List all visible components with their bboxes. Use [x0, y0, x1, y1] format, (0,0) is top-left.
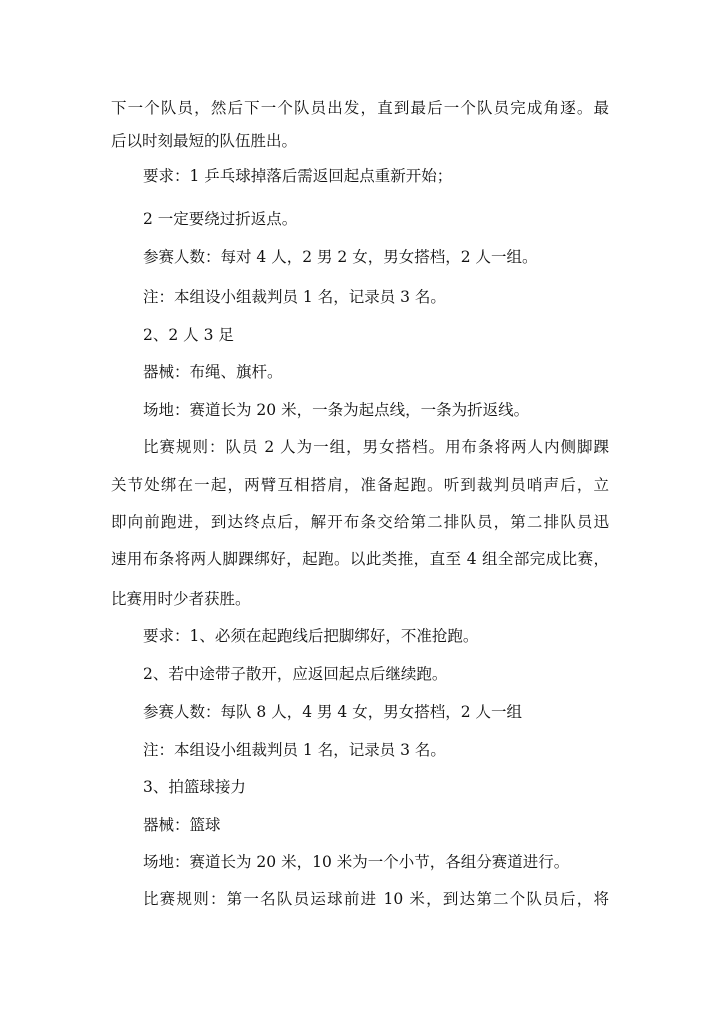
paragraph-line: 下一个队员，然后下一个队员出发，直到最后一个队员完成角逐。最: [111, 99, 609, 117]
paragraph-line: 比赛用时少者获胜。: [111, 590, 251, 608]
paragraph-line: 速用布条将两人脚踝绑好，起跑。以此类推，直至 4 组全部完成比赛，: [111, 550, 609, 568]
paragraph-line: 关节处绑在一起，两臂互相搭肩，准备起跑。听到裁判员哨声后，立: [111, 476, 609, 494]
paragraph-line: 注：本组设小组裁判员 1 名，记录员 3 名。: [143, 741, 446, 759]
section-heading: 3、拍篮球接力: [143, 778, 246, 796]
paragraph-line: 要求：1、必须在起跑线后把脚绑好，不准抢跑。: [143, 627, 479, 645]
section-heading: 2、2 人 3 足: [143, 326, 234, 344]
paragraph-line: 场地：赛道长为 20 米，一条为起点线，一条为折返线。: [143, 401, 530, 419]
paragraph-line: 比赛规则：第一名队员运球前进 10 米，到达第二个队员后，将: [143, 890, 609, 908]
paragraph-line: 后以时刻最短的队伍胜出。: [111, 132, 298, 150]
paragraph-line: 参赛人数：每队 8 人，4 男 4 女，男女搭档，2 人一组: [143, 703, 523, 721]
paragraph-line: 器械：篮球: [143, 816, 221, 834]
paragraph-line: 比赛规则：队员 2 人为一组，男女搭档。用布条将两人内侧脚踝: [143, 438, 609, 456]
paragraph-line: 即向前跑进，到达终点后，解开布条交给第二排队员，第二排队员迅: [111, 513, 609, 531]
paragraph-line: 要求：1 乒乓球掉落后需返回起点重新开始；: [143, 167, 453, 185]
paragraph-line: 注：本组设小组裁判员 1 名，记录员 3 名。: [143, 288, 446, 306]
paragraph-line: 参赛人数：每对 4 人，2 男 2 女，男女搭档，2 人一组。: [143, 248, 538, 266]
paragraph-line: 场地：赛道长为 20 米，10 米为一个小节，各组分赛道进行。: [143, 853, 570, 871]
paragraph-line: 2、若中途带子散开，应返回起点后继续跑。: [143, 665, 448, 683]
paragraph-line: 器械：布绳、旗杆。: [143, 363, 283, 381]
paragraph-line: 2 一定要绕过折返点。: [143, 210, 298, 228]
